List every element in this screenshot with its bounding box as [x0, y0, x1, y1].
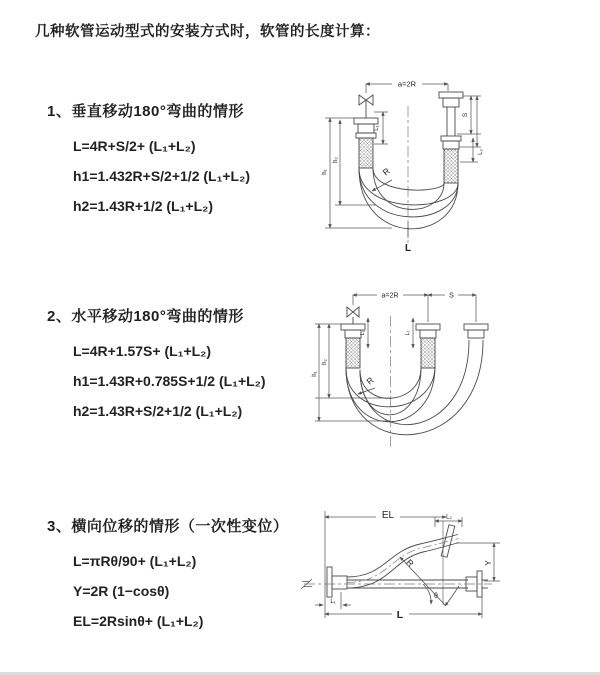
- formula-line: h1=1.432R+S/2+1/2 (L₁+L₂): [73, 168, 250, 184]
- braided-hose-section: [359, 138, 373, 168]
- dim-label-L: L: [396, 609, 404, 621]
- dim-label-theta: θ: [434, 593, 438, 600]
- dim-label-S: S: [449, 292, 454, 300]
- formula-line: L=πRθ/90+ (L₁+L₂): [73, 553, 197, 569]
- dim-label-h2: h₂: [322, 359, 328, 365]
- radius-and-angle: [400, 557, 459, 606]
- dim-label-L1: L₁: [405, 330, 411, 336]
- formula-line: h1=1.43R+0.785S+1/2 (L₁+L₂): [73, 373, 266, 389]
- section-2: [47, 305, 266, 426]
- section-1: [47, 100, 250, 221]
- section-1-heading: 1、垂直移动180°弯曲的情形: [47, 103, 244, 120]
- dim-label-R: R: [364, 374, 376, 387]
- formula-line: EL=2Rsinθ+ (L₁+L₂): [73, 613, 204, 629]
- formula-line: Y=2R (1−cosθ): [73, 583, 170, 599]
- dim-label-L1: L₁: [330, 599, 336, 605]
- valve-icon: [347, 307, 359, 324]
- dim-label-L1: L₁: [360, 330, 366, 336]
- diagram-horizontal-bend: [306, 282, 598, 468]
- dim-label-Y: Y: [484, 560, 493, 566]
- dim-label-h1: h₁: [322, 169, 328, 175]
- section-2-formulas: [47, 336, 266, 426]
- formula-line: L=4R+S/2+ (L₁+L₂): [73, 138, 196, 154]
- diagram-lateral-displacement: [296, 497, 600, 649]
- valve-icon: [359, 95, 373, 118]
- dim-a2r-S: [353, 291, 476, 323]
- dim-label-S: S: [462, 112, 469, 118]
- dim-label-L2: L₂: [478, 149, 484, 155]
- dim-Y: [456, 543, 500, 581]
- formula-line: h2=1.43R+1/2 (L₁+L₂): [73, 198, 214, 214]
- centerline: [301, 579, 492, 589]
- dim-label-R: R: [404, 557, 416, 569]
- braided-hose-section: [346, 338, 360, 368]
- dim-a2r: [366, 79, 448, 93]
- page-title: 几种软管运动型式的安装方式时，软管的长度计算：: [35, 24, 380, 40]
- dim-label-h2: h₂: [333, 157, 339, 163]
- dim-label-L: L: [404, 243, 412, 254]
- dim-label-EL: EL: [381, 510, 395, 521]
- section-1-formulas: [47, 131, 250, 221]
- radius-leader: [372, 166, 392, 191]
- dim-label-L1: L₁: [374, 125, 380, 131]
- dim-S-L2: [457, 96, 484, 162]
- dim-L1: [315, 592, 351, 609]
- dim-L1: [374, 112, 388, 144]
- dim-label-a2r: a=2R: [397, 79, 417, 89]
- dim-L1-pair: [360, 318, 413, 348]
- formula-line: L=4R+1.57S+ (L₁+L₂): [73, 343, 212, 359]
- dim-h1-h2: [322, 118, 392, 228]
- dim-label-R: R: [380, 165, 392, 178]
- diagram-vertical-bend: [308, 70, 598, 268]
- dim-label-h1: h₁: [312, 371, 318, 377]
- braided-hose-section: [421, 338, 435, 368]
- dim-label-a2r: a=2R: [381, 292, 399, 300]
- section-3: [47, 515, 288, 636]
- section-2-heading: 2、水平移动180°弯曲的情形: [47, 308, 244, 325]
- section-3-formulas: [47, 546, 288, 636]
- original-pipe: [327, 567, 488, 597]
- section-3-heading: 3、横向位移的情形（一次性变位）: [47, 518, 289, 535]
- right-pipe-fitting: [439, 92, 463, 183]
- braided-hose-section: [444, 149, 458, 183]
- dim-label-L2: L₂: [446, 514, 452, 521]
- hose-curves: [359, 165, 458, 238]
- formula-line: h2=1.43R+S/2+1/2 (L₁+L₂): [73, 403, 243, 419]
